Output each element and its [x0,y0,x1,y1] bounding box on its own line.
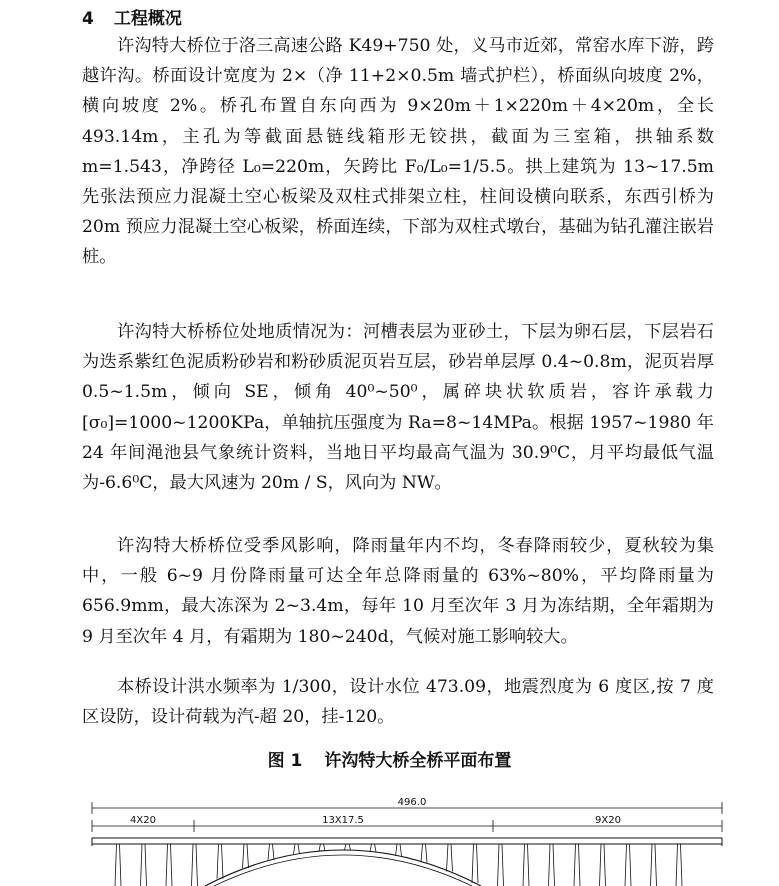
pier-column [298,844,300,854]
pier-column [166,844,168,886]
left-span-label: 4X20 [130,815,156,826]
section-title: 工程概况 [113,9,182,29]
pier-column [600,844,602,886]
pier-column [222,844,224,879]
pier-column [451,844,453,871]
pier-column [574,844,576,886]
pier-column [625,844,627,886]
figure-caption-text: 许沟特大桥全桥平面布置 [324,751,512,771]
pier-column [651,844,653,886]
pier-column [268,844,270,860]
pier-column [247,844,249,868]
piers-and-columns [115,844,682,886]
pier-column [426,844,428,862]
pier-column [553,844,555,886]
pier-column [528,844,530,886]
figure-caption [0,746,779,771]
pier-column [115,844,117,886]
pier-column [604,844,606,886]
paragraph-design-criteria: 本桥设计洪水频率为 1/300，设计水位 473.09，地震烈度为 6 度区,按 7 度区设防，设计荷载为汽-超 20，挂-120。 [82,677,714,728]
pier-column [502,844,504,886]
section-heading [82,4,182,29]
pier-column [472,844,474,883]
pier-column [196,844,198,886]
pier-column [375,844,377,852]
pier-column [655,844,657,886]
pier-column [549,844,551,886]
pier-column [141,844,143,886]
total-dimension-label: 496.0 [397,797,427,808]
pier-column [171,844,173,886]
section-number: 4 [82,9,94,29]
pier-column [676,844,678,886]
paragraph-project-overview: 许沟特大桥位于洛三高速公路 K49+750 处，义马市近郊，常窑水库下游，跨越许沟。桥面设计宽度为 2×（净 11+2×0.5m 墙式护栏），桥面纵向坡度 2%，横向坡度 2%。桥孔布置自东向西为 9×20m＋1×220m＋4×20m，全长 493.14m，主孔为等截面悬链线箱形无铰拱，截面为三室箱，拱轴系数 m=1.543，净跨径 L₀=220m，矢跨比 F₀/L₀=1/5.5。拱上建筑为 13~17.5m 先张法预应力混凝土空心板梁及双柱式排架立柱，柱间设横向联系，东西引桥为 20m 预应力混凝土空心板梁，桥面连续，下部为双柱式墩台，基础为钻孔灌注嵌岩桩。 [82,36,714,268]
pier-column [400,844,402,856]
pier-column [579,844,581,886]
pier-column [319,844,321,851]
bridge-deck [92,838,722,844]
right-span-label: 9X20 [595,815,621,826]
pier-column [498,844,500,886]
pier-column [273,844,275,860]
paragraph-geology: 许沟特大桥桥位处地质情况为：河槽表层为亚砂土，下层为卵石层，下层岩石为迭系紫红色泥质粉砂岩和粉砂质泥页岩互层，砂岩单层厚 0.4~0.8m，泥页岩厚 0.5~1.5m，倾向 SE，倾角 40⁰~50⁰，属碎块状软质岩，容许承载力[σ₀]=1000~1200KPa，单轴抗压强度为 Ra=8~14MPa。根据 1957~1980 年 24 年间渑池县气象统计资料，当地日平均最高气温为 30.9⁰C，月平均最低气温为-6.6⁰C，最大风速为 20m / S，风向为 NW。 [82,322,714,494]
pier-column [324,844,326,851]
pier-column [217,844,219,879]
pier-column [192,844,194,886]
paragraph-climate: 许沟特大桥桥位受季风影响，降雨量年内不均，冬春降雨较少，夏秋较为集中，一般 6~9 月份降雨量可达全年总降雨量的 63%~80%，平均降雨量为 656.9mm，最大冻深为 2~3.4m，每年 10 月至次年 3 月为冻结期，全年霜期为 9 月至次年 4 月，有霜期为 180~240d，气候对施工影响较大。 [82,536,714,647]
pier-column [523,844,525,886]
pier-column [477,844,479,883]
pier-column [243,844,245,868]
pier-column [120,844,122,886]
figure-label: 图 1 [267,751,303,771]
bridge-elevation-drawing [0,784,779,886]
pier-column [681,844,683,886]
pier-column [145,844,147,886]
pier-column [345,844,347,850]
pier-column [630,844,632,886]
pier-column [294,844,296,854]
pier-column [421,844,423,862]
middle-span-label: 13X17.5 [322,815,364,826]
pier-column [447,844,449,871]
pier-column [396,844,398,856]
pier-column [370,844,372,852]
pier-column [349,844,351,850]
